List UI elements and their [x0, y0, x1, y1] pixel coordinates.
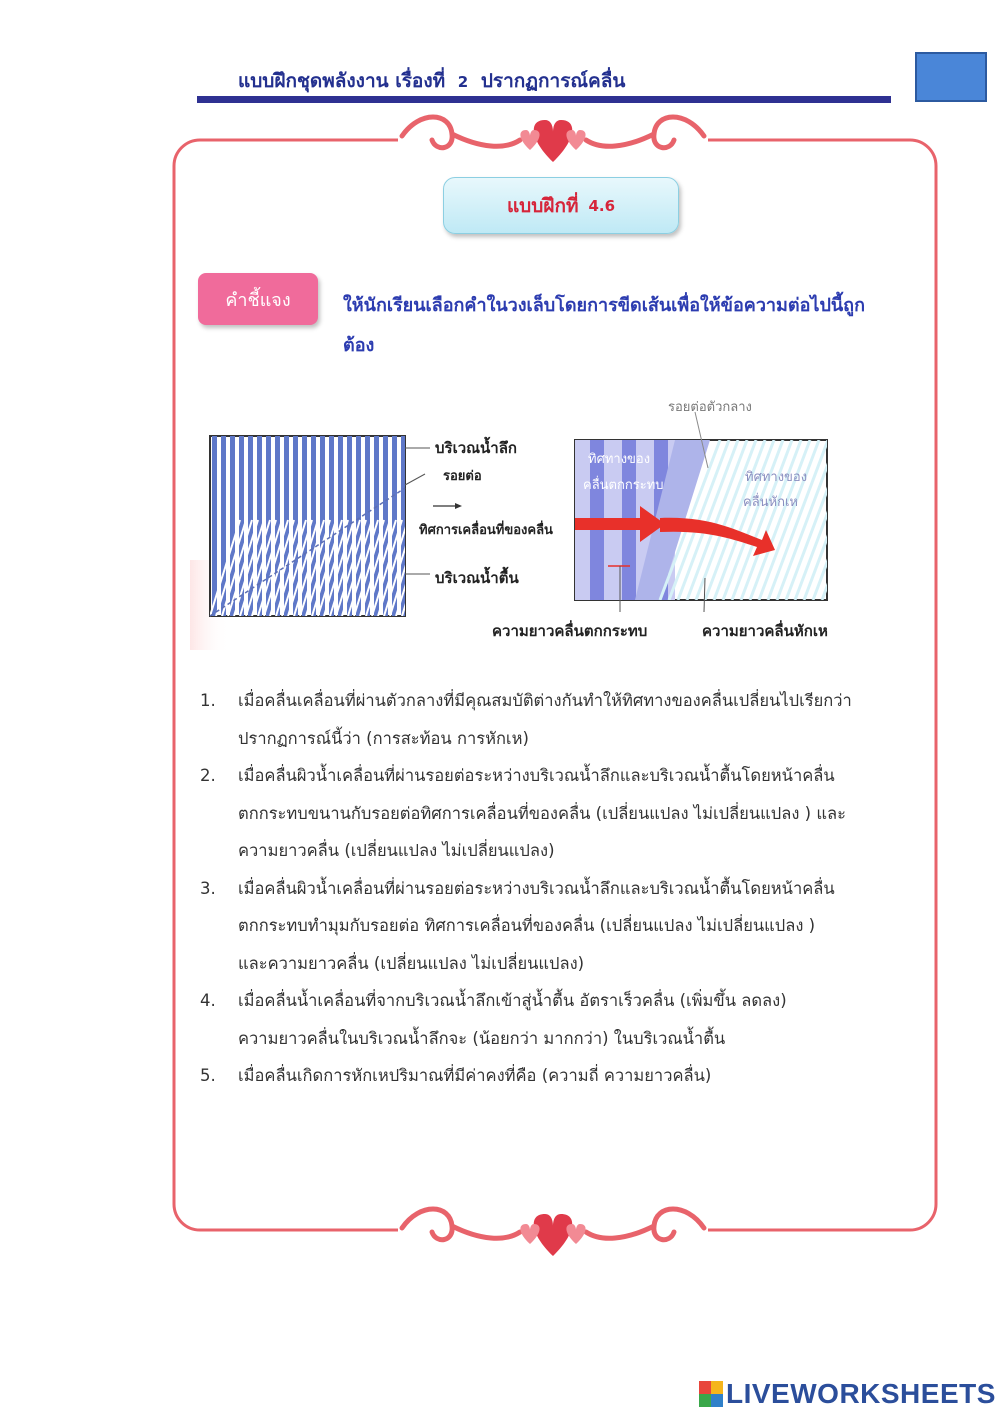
label-deep-water: บริเวณน้ำลึก — [435, 439, 517, 457]
refracted-wave-stripe — [849, 440, 850, 600]
question-item — [200, 757, 900, 870]
question-line: เมื่อคลื่นน้ำเคลื่อนที่จากบริเวณน้ำลึกเข้าสู่น้ำตื้น อัตราเร็วคลื่น (เพิ่มขึ้น ลดลง) — [238, 991, 787, 1010]
question-line: ตกกระทบทำมุมกับรอยต่อ ทิศการเคลื่อนที่ของคลื่น (เปลี่ยนแปลง ไม่เปลี่ยนแปลง ) — [238, 916, 816, 935]
label-refracted-direction-2: คลื่นหักเห — [743, 495, 799, 510]
question-line: เมื่อคลื่นเกิดการหักเหปริมาณที่มีค่าคงที่คือ (ความถี่ ความยาวคลื่น) — [238, 1066, 712, 1085]
label-incident-direction-1: ทิศทางของ — [588, 452, 651, 467]
question-text — [238, 757, 846, 870]
label-refracted-direction-1: ทิศทางของ — [745, 470, 808, 485]
question-item — [200, 982, 900, 1057]
footer-brand: LIVEWORKSHEETS — [726, 1378, 996, 1409]
wave-front-stripe — [212, 436, 217, 616]
exercise-label: แบบฝึกที่ — [506, 194, 579, 217]
question-text — [238, 682, 852, 757]
liveworksheets-logo — [699, 1378, 996, 1410]
question-text — [238, 1057, 711, 1095]
instructions-text: ให้นักเรียนเลือกคำในวงเล็บโดยการขีดเส้นเพื่อให้ข้อความต่อไปนี้ถูกต้อง — [343, 295, 865, 356]
question-number: 5. — [200, 1066, 216, 1085]
refracted-wave-stripe — [840, 440, 850, 600]
question-number: 2. — [200, 766, 216, 785]
question-line: เมื่อคลื่นผิวน้ำเคลื่อนที่ผ่านรอยต่อระหว่างบริเวณน้ำลึกและบริเวณน้ำตื้นโดยหน้าคลื่น — [238, 878, 835, 898]
question-item — [200, 1057, 900, 1095]
question-line: เมื่อคลื่นเคลื่อนที่ผ่านตัวกลางที่มีคุณสมบัติต่างกันทำให้ทิศทางของคลื่นเปลี่ยนไปเรียกว่า — [238, 691, 852, 710]
question-number: 1. — [200, 691, 216, 710]
question-text — [238, 870, 835, 983]
header-chapter-number: 2 — [457, 73, 469, 91]
label-incident-wavelength: ความยาวคลื่นตกกระทบ — [492, 622, 648, 640]
question-item — [200, 682, 900, 757]
wave-refraction-figure — [190, 390, 850, 655]
question-line: เมื่อคลื่นผิวน้ำเคลื่อนที่ผ่านรอยต่อระหว่างบริเวณน้ำลึกและบริเวณน้ำตื้นโดยหน้าคลื่น — [238, 766, 835, 785]
question-number: 3. — [200, 878, 216, 898]
question-line: ปรากฏการณ์นี้ว่า (การสะท้อน การหักเห) — [238, 728, 529, 748]
label-refracted-wavelength: ความยาวคลื่นหักเห — [702, 622, 828, 640]
header-title-suffix: ปรากฏการณ์คลื่น — [480, 70, 626, 92]
label-boundary: รอยต่อ — [443, 469, 482, 484]
question-list — [200, 682, 900, 1095]
header-title-prefix: แบบฝึกชุดพลังงาน เรื่องที่ — [238, 70, 446, 92]
question-item — [200, 870, 900, 983]
refracted-wave-stripe — [831, 440, 850, 600]
question-line: ความยาวคลื่นในบริเวณน้ำลึกจะ (น้อยกว่า มากกว่า) ในบริเวณน้ำตื้น — [238, 1028, 726, 1048]
question-text — [238, 982, 787, 1057]
right-wave-panel — [575, 412, 850, 612]
instructions-badge: คำชี้แจง — [198, 273, 318, 325]
label-shallow-water: บริเวณน้ำตื้น — [435, 569, 519, 587]
label-boundary-medium: รอยต่อตัวกลาง — [668, 400, 752, 415]
exercise-number: 4.6 — [588, 196, 616, 215]
label-incident-direction-2: คลื่นตกกระทบ — [583, 478, 664, 493]
question-line: ความยาวคลื่น (เปลี่ยนแปลง ไม่เปลี่ยนแปลง) — [238, 841, 555, 860]
question-line: และความยาวคลื่น (เปลี่ยนแปลง ไม่เปลี่ยนแปลง) — [238, 953, 585, 973]
exercise-title-badge — [443, 177, 679, 234]
logo-mark-icon — [699, 1381, 723, 1407]
label-wave-direction: ทิศการเคลื่อนที่ของคลื่น — [419, 523, 553, 538]
question-line: ตกกระทบขนานกับรอยต่อทิศการเคลื่อนที่ของคลื่น (เปลี่ยนแปลง ไม่เปลี่ยนแปลง ) และ — [238, 803, 846, 823]
question-number: 4. — [200, 991, 216, 1010]
